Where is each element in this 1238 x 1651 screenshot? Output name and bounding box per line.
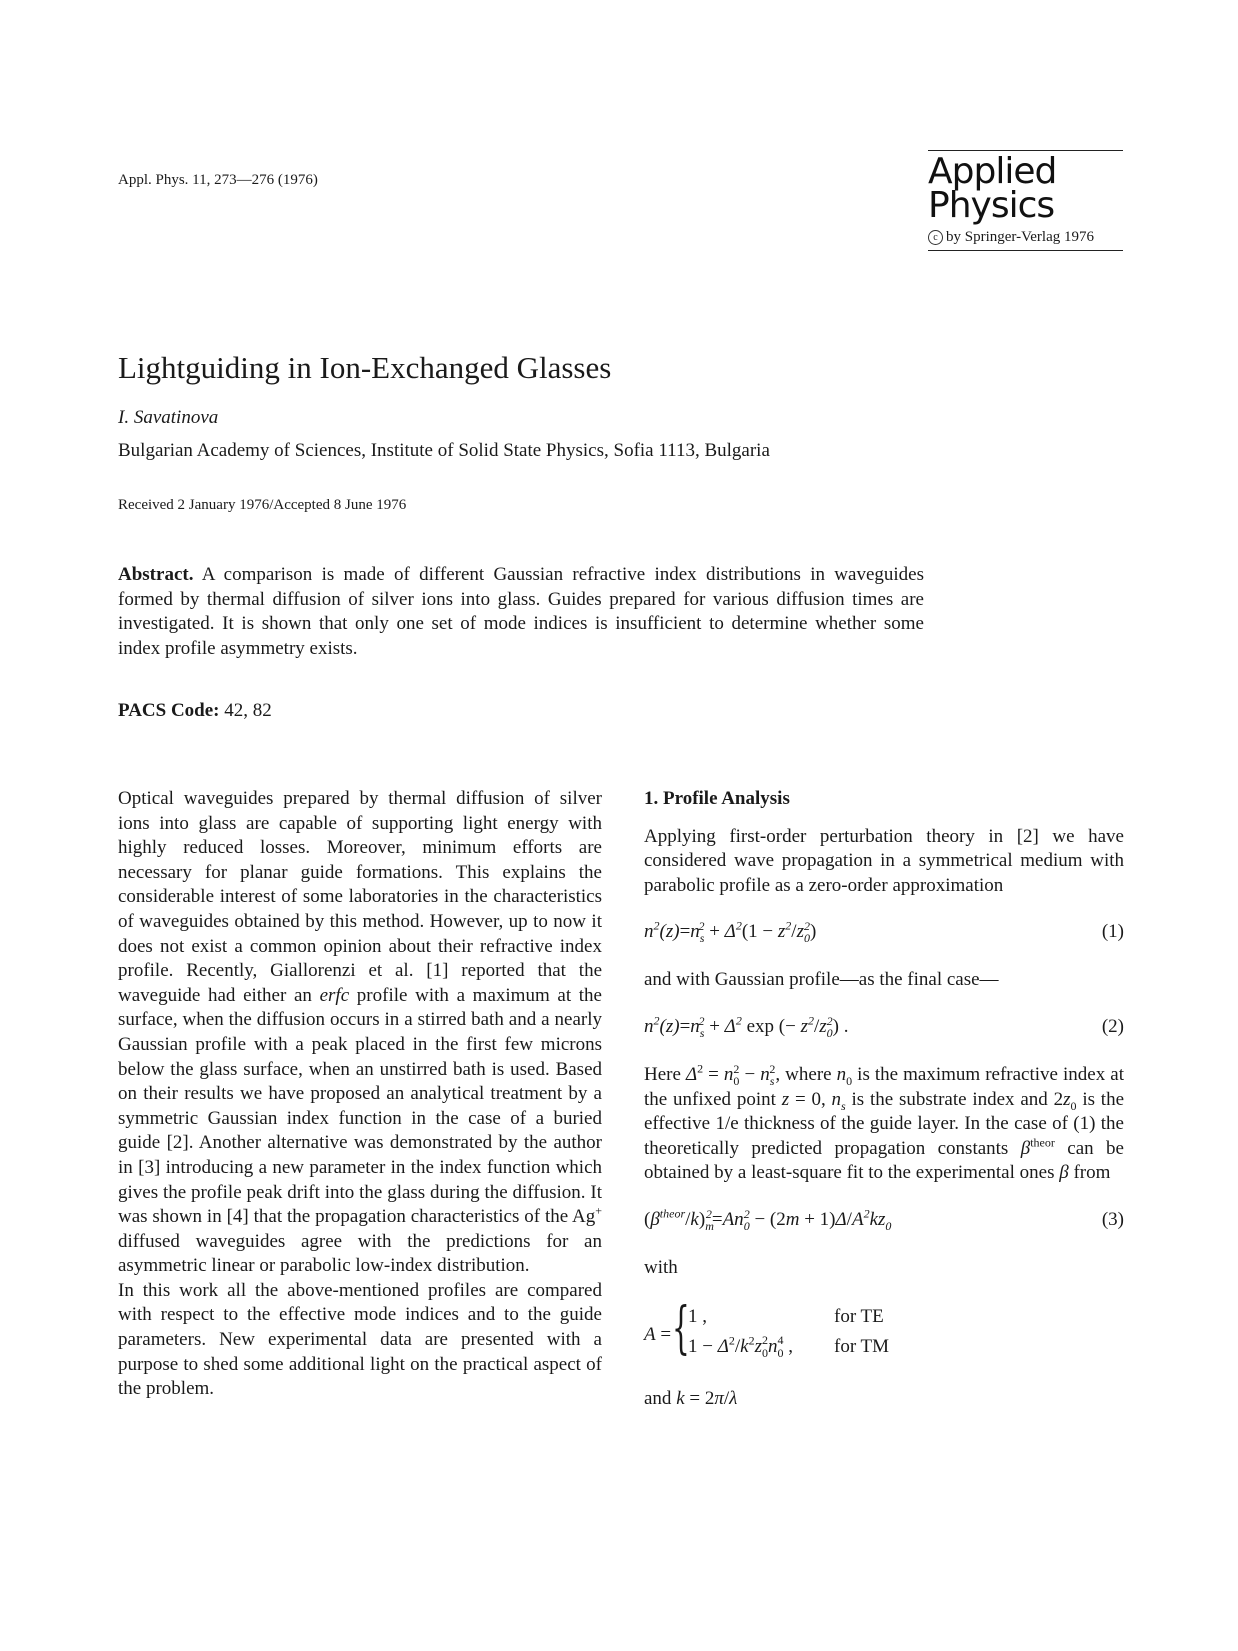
definitions-text: Here [644, 1063, 686, 1085]
intro-paragraph [118, 787, 602, 1279]
equation-3 [644, 1208, 1124, 1234]
gaussian-intro: and with Gaussian profile—as the final case— [644, 969, 999, 991]
received-dates: Received 2 January 1976/Accepted 8 June 1976 [118, 497, 407, 513]
definitions-paragraph: Here $\Delta^2 = n_0^2 - n_s^2$, where $n_0$ is the maximum refractive index at the unfixed point z = 0, $n_s$ is the substrate index and $2z_0$ is the effective 1/e thickness of the guide layer. In the case of (1) the theoretically predicted propagation constants $\beta^{theor}$ can be obtained by a least-square fit to the experimental ones β from [644, 1061, 1125, 1184]
piecewise-definition [644, 1295, 1124, 1365]
pacs-label: PACS Code: [118, 700, 220, 721]
k-definition-text: and [644, 1387, 677, 1409]
copyright-icon: c [928, 230, 943, 245]
logo-word-physics: Physics [928, 185, 1055, 226]
article-title: Lightguiding in Ion-Exchanged Glasses [118, 350, 612, 385]
right-column [644, 787, 1124, 1411]
work-paragraph: In this work all the above-mentioned profiles are compared with respect to the effective mode indices and to the guide parameters. New experimental data are presented with a purpose to shed some additional light on the practical aspect of the problem. [118, 1279, 602, 1400]
case-tm-value: $1 - \Delta^2/k^2z_0^2n_0^4$ , [688, 1333, 793, 1360]
erfc-term: erfc [319, 984, 350, 1006]
journal-reference: Appl. Phys. 11, 273—276 (1976) [118, 172, 318, 188]
logo-word-applied: Applied [928, 151, 1057, 192]
author-name: I. Savatinova [118, 407, 219, 428]
piecewise-brace: { [672, 1295, 690, 1361]
case-te-label: for TE [834, 1305, 884, 1327]
case-te-value: 1 , [688, 1305, 707, 1327]
section-intro: Applying first-order perturbation theory in [2] we have considered wave propagation in a symmetrical medium with parabolic profile as a zero-order approximation [644, 825, 1124, 896]
abstract [118, 563, 924, 661]
equation-2-body: $n^2(z)=n_s^2 + \Delta^2$ exp (− $z^2/z_0^2$) . [644, 1013, 849, 1040]
abstract-text: A comparison is made of different Gaussian refractive index distributions in waveguides formed by thermal diffusion of silver ions into glass. Guides prepared for various diffusion times are investigated. It is shown that only one set of mode indices is insufficient to determine whether some index profile asymmetry exists. [118, 564, 924, 659]
definitions-text: from [1068, 1162, 1111, 1184]
equation-2-number: (2) [1101, 1015, 1124, 1037]
journal-logo [928, 150, 1123, 251]
definitions-text: is the effective 1/e thickness of the guide layer. In the case of (1) the theoretically predicted propagation constants [644, 1088, 1125, 1159]
equation-3-body: $(\beta^{theor}/k)_m^2=An_0^2 - (2m + 1)\Delta/A^2kz_0$ [644, 1206, 892, 1233]
case-tm-label: for TM [834, 1335, 890, 1357]
intro-text-part: profile with a maximum at the surface, when the diffusion occurs in a stirred bath and a nearly Gaussian profile with a peak placed in the first few microns below the glass surface, when an unstirred bath is used. Based on their results we have proposed an analytical treatment by a symmetric Gaussian index function in the case of a buried guide [2]. Another alternative was demonstrated by the author in [3] introducing a new parameter in the index function which gives the profile peak drift into the glass during the diffusion. It was shown in [4] that the propagation characteristics of the Ag [118, 984, 602, 1228]
definitions-text: , where [775, 1063, 837, 1085]
with-text: with [644, 1256, 678, 1278]
equation-3-number: (3) [1101, 1208, 1124, 1230]
definitions-text: is the substrate index and [845, 1088, 1054, 1110]
equation-1 [644, 920, 1124, 946]
intro-text-part: Optical waveguides prepared by thermal diffusion of silver ions into glass are capable of supporting light energy with highly reduced losses. Moreover, minimum efforts are necessary for planar guide formations. This explains the considerable interest of some laboratories in the characteristics of waveguides obtained by this method. However, up to now it does not exist a common opinion about their refractive index profile. Recently, Giallorenzi et al. [1] reported that the waveguide had either an [118, 788, 602, 1006]
piecewise-lhs: A = [644, 1323, 672, 1345]
equation-1-number: (1) [1101, 921, 1124, 943]
copyright-text: by Springer-Verlag 1976 [946, 229, 1095, 245]
k-definition: and k = 2π/λ [644, 1387, 738, 1409]
left-column [118, 787, 602, 1402]
definitions-text: can be obtained by a least-square fit to the experimental ones [644, 1137, 1124, 1184]
definitions-text: is the maximum refractive index at the unfixed point [644, 1063, 1124, 1110]
pacs-value: 42, 82 [224, 700, 272, 721]
author-affiliation: Bulgarian Academy of Sciences, Institute of Solid State Physics, Sofia 1113, Bulgaria [118, 440, 770, 461]
ag-superscript: + [595, 1203, 602, 1218]
pacs-code [118, 700, 272, 722]
section-heading: 1. Profile Analysis [644, 788, 790, 809]
definitions-text: , [820, 1088, 832, 1110]
abstract-label: Abstract. [118, 564, 194, 585]
intro-text-part: diffused waveguides agree with the predictions for an asymmetric linear or parabolic low-index distribution. [118, 1230, 602, 1277]
copyright-line [928, 229, 1123, 251]
equation-1-body: $n^2(z)=n_s^2 + \Delta^2(1 - z^2/z_0^2)$ [644, 919, 817, 946]
equation-2 [644, 1015, 1124, 1041]
